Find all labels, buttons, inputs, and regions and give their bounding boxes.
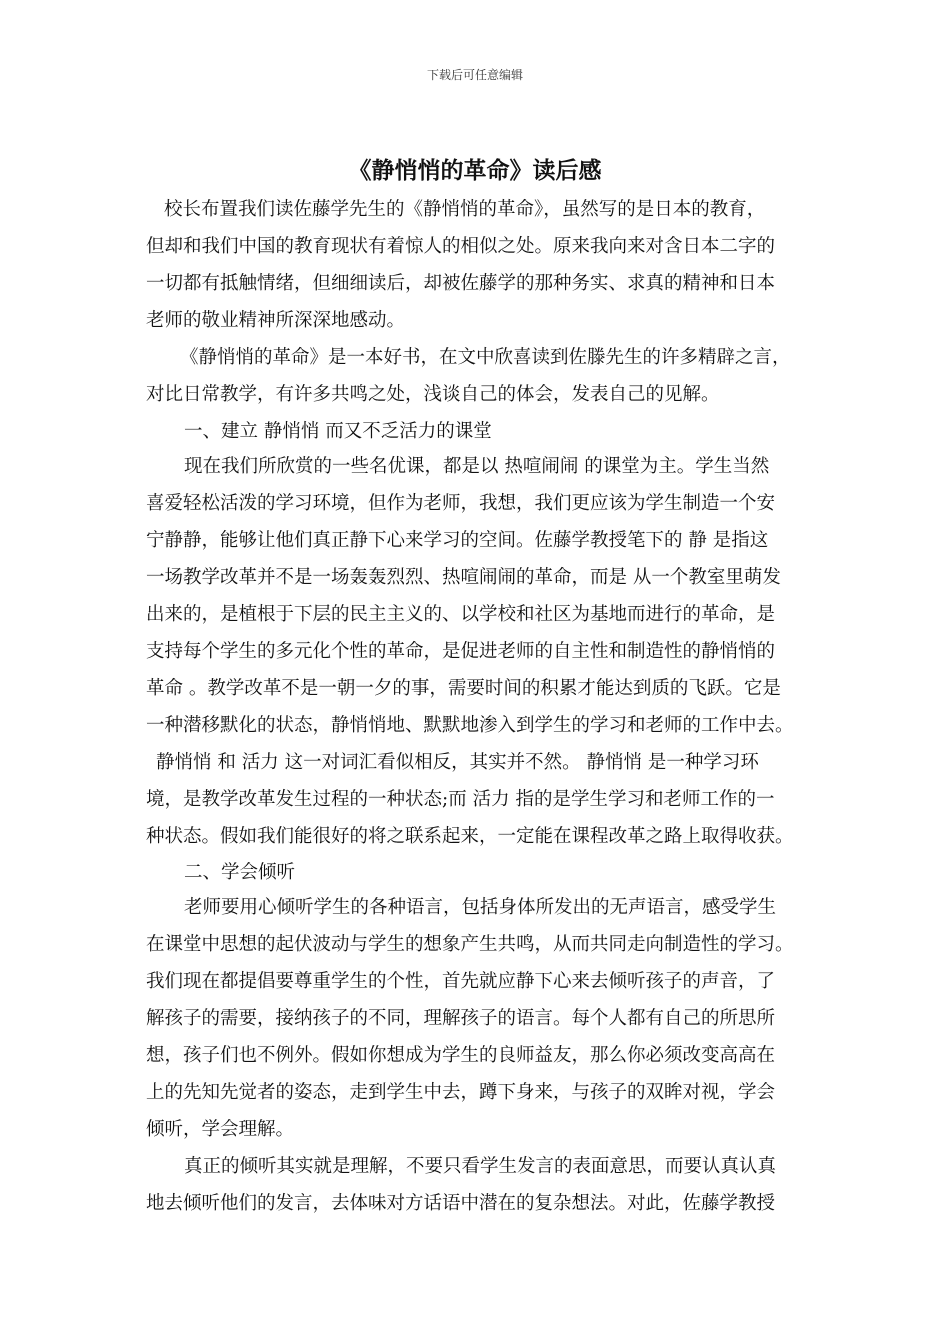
body-line: 倾听，学会理解。 — [146, 1119, 295, 1140]
body-line: 地去倾听他们的发言，去体味对方话语中潜在的复杂想法。对此，佐藤学教授 — [146, 1193, 776, 1214]
body-line: 喜爱轻松活泼的学习环境，但作为老师，我想，我们更应该为学生制造一个安 — [146, 493, 776, 514]
body-line: 一种潜移默化的状态，静悄悄地、默默地渗入到学生的学习和老师的工作中去。 — [146, 715, 794, 736]
body-line: 种状态。假如我们能很好的将之联系起来，一定能在课程改革之路上取得收获。 — [146, 826, 794, 847]
body-line: 对比日常教学，有许多共鸣之处，浅谈自己的体会，发表自己的见解。 — [146, 384, 720, 405]
body-line: 一切都有抵触情绪，但细细读后，却被佐藤学的那种务实、求真的精神和日本 — [146, 273, 776, 294]
body-line: 宁静静，能够让他们真正静下心来学习的空间。佐藤学教授笔下的 静 是指这 — [146, 530, 769, 551]
body-line: 一场教学改革并不是一场轰轰烈烈、热喧闹闹的革命，而是 从一个教室里萌发 — [146, 567, 781, 588]
document-title: 《静悄悄的革命》读后感 — [348, 158, 602, 184]
body-line: 出来的，是植根于下层的民主主义的、以学校和社区为基地而进行的革命，是 — [146, 604, 776, 625]
body-line: 想，孩子们也不例外。假如你想成为学生的良师益友，那么你必须改变高高在 — [146, 1045, 776, 1066]
body-line: 老师的敬业精神所深深地感动。 — [146, 310, 406, 331]
body-line: 支持每个学生的多元化个性的革命，是促进老师的自主性和制造性的静悄悄的 — [146, 641, 776, 662]
body-line: 真正的倾听其实就是理解，不要只看学生发言的表面意思，而要认真认真 — [184, 1156, 777, 1177]
body-line: 上的先知先觉者的姿态，走到学生中去，蹲下身来，与孩子的双眸对视，学会 — [146, 1082, 776, 1103]
body-line: 革命 。教学改革不是一朝一夕的事，需要时间的积累才能达到质的飞跃。它是 — [146, 678, 781, 699]
body-line: 校长布置我们读佐藤学先生的《静悄悄的革命》，虽然写的是日本的教育， — [164, 199, 766, 220]
body-line: 在课堂中思想的起伏波动与学生的想象产生共鸣，从而共同走向制造性的学习。 — [146, 934, 794, 955]
body-line: 但却和我们中国的教育现状有着惊人的相似之处。原来我向来对含日本二字的 — [146, 236, 776, 257]
body-line: 老师要用心倾听学生的各种语言，包括身体所发出的无声语言，感受学生 — [184, 897, 777, 918]
body-line: 解孩子的需要，接纳孩子的不同，理解孩子的语言。每个人都有自己的所思所 — [146, 1008, 776, 1029]
section-heading: 一、建立 静悄悄 而又不乏活力的课堂 — [184, 421, 492, 442]
section-heading: 二、学会倾听 — [184, 862, 296, 883]
body-line: 《静悄悄的革命》是一本好书，在文中欣喜读到佐滕先生的许多精辟之言， — [180, 347, 791, 368]
body-line: 现在我们所欣赏的一些名优课，都是以 热喧闹闹 的课堂为主。学生当然 — [184, 456, 770, 477]
body-line: 境，是教学改革发生过程的一种状态;而 活力 指的是学生学习和老师工作的一 — [146, 789, 775, 810]
body-line: 静悄悄 和 活力 这一对词汇看似相反，其实并不然。 静悄悄 是一种学习环 — [156, 752, 759, 773]
body-line: 我们现在都提倡要尊重学生的个性，首先就应静下心来去倾听孩子的声音，了 — [146, 971, 776, 992]
page-header-note: 下载后可任意编辑 — [426, 68, 523, 82]
